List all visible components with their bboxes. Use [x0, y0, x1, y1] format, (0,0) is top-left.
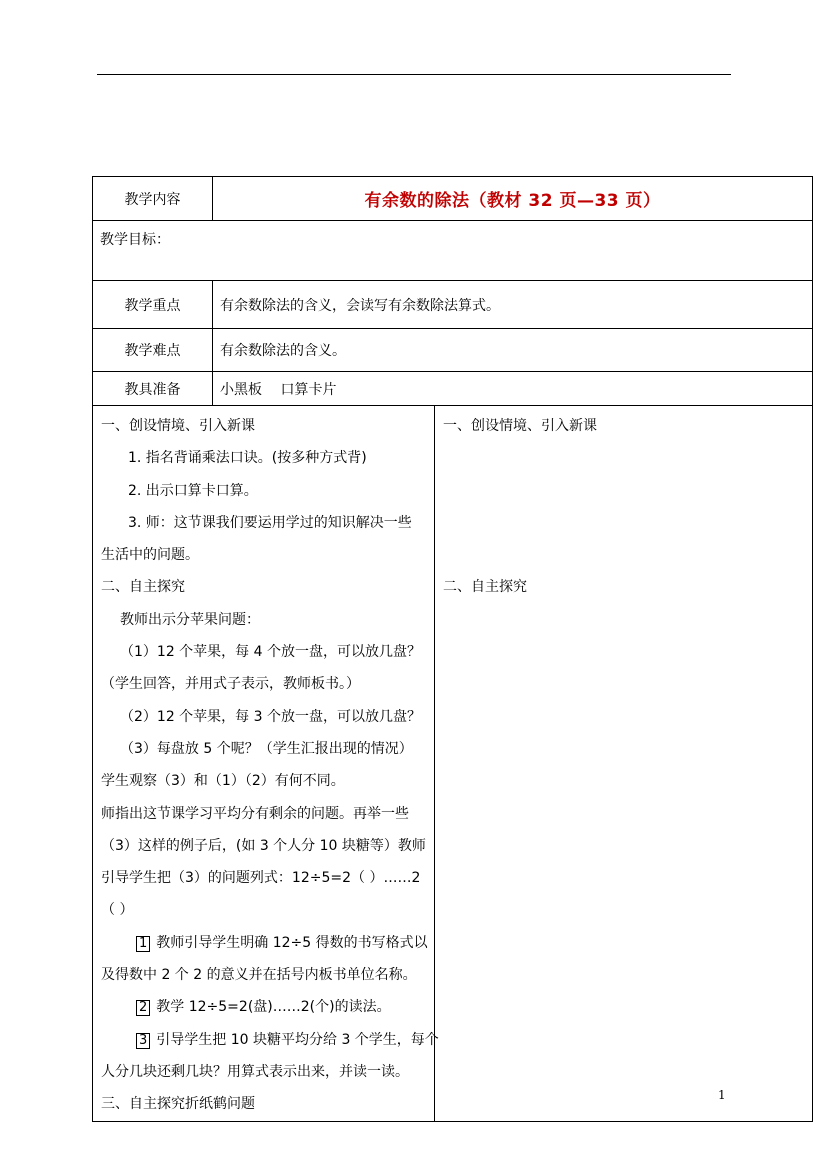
step-line: 2. 出示口算卡口算。	[128, 482, 258, 499]
paragraph-line: 师指出这节课学习平均分有剩余的问题。再举一些	[101, 805, 409, 822]
step-line: 生活中的问题。	[101, 547, 199, 564]
page-number: 1	[718, 1088, 726, 1102]
lesson-plan-table	[92, 176, 813, 1122]
spacer-line	[443, 442, 808, 474]
step-marker: 3	[136, 1033, 150, 1049]
title-row	[93, 177, 813, 221]
section-heading: 一、创设情境、引入新课	[443, 418, 597, 434]
paragraph-line: （1）12 个苹果，每 4 个放一盘，可以放几盘？	[120, 644, 421, 661]
step-marker: 1	[136, 936, 150, 952]
paragraph-line: （ ）	[101, 902, 134, 919]
content-label: 教学内容	[93, 177, 213, 221]
numbered-step	[101, 927, 430, 959]
spacer-line	[443, 507, 808, 539]
section-heading: 三、自主探究折纸鹤问题	[101, 1096, 255, 1113]
difficulties-row	[93, 329, 813, 372]
goals-row	[93, 221, 813, 281]
spacer-line	[443, 475, 808, 507]
step-text: 教学 12÷5=2(盘)……2(个)的读法。	[156, 999, 391, 1016]
key-points-label: 教学重点	[93, 281, 213, 329]
paragraph-line: （3）这样的例子后，(如 3 个人分 10 块糖等）教师	[101, 837, 426, 854]
paragraph-line: （学生回答，并用式子表示，教师板书。）	[101, 676, 360, 693]
step-marker: 2	[136, 1000, 150, 1016]
difficulties-label: 教学难点	[93, 329, 213, 372]
paragraph-line: （3）每盘放 5 个呢？（学生汇报出现的情况）	[120, 740, 413, 757]
header-rule	[97, 74, 731, 75]
section-heading: 二、自主探究	[443, 579, 527, 596]
paragraph-line: （2）12 个苹果，每 3 个放一盘，可以放几盘？	[120, 708, 421, 725]
section-heading: 二、自主探究	[101, 579, 185, 596]
numbered-step	[101, 991, 430, 1023]
paragraph-line: 教师出示分苹果问题：	[120, 611, 260, 628]
key-points-row	[93, 281, 813, 329]
process-row	[93, 406, 813, 1122]
teaching-process-left	[93, 406, 439, 1122]
step-text: 教师引导学生明确 12÷5 得数的书写格式以	[156, 934, 428, 951]
section-heading: 一、创设情境、引入新课	[101, 418, 255, 434]
paragraph-line: 人分几块还剩几块？用算式表示出来，并读一读。	[101, 1063, 409, 1080]
tools-row	[93, 372, 813, 406]
teaching-process-right	[435, 406, 813, 1122]
paragraph-line: 及得数中 2 个 2 的意义并在括号内板书单位名称。	[101, 967, 417, 984]
step-text: 引导学生把 10 块糖平均分给 3 个学生，每个	[156, 1031, 439, 1048]
difficulties-text: 有余数除法的含义。	[213, 329, 813, 372]
lesson-title: 有余数的除法（教材 32 页—33 页）	[213, 177, 813, 221]
goals-label: 教学目标：	[93, 221, 813, 281]
numbered-step	[101, 1024, 439, 1056]
key-points-text: 有余数除法的含义，会读写有余数除法算式。	[213, 281, 813, 329]
step-line: 3. 师：这节课我们要运用学过的知识解决一些	[128, 514, 412, 531]
paragraph-line: 学生观察（3）和（1）（2）有何不同。	[101, 773, 345, 790]
step-line: 1. 指名背诵乘法口诀。(按多种方式背)	[128, 450, 367, 467]
tools-text: 小黑板 口算卡片	[213, 372, 813, 406]
tools-label: 教具准备	[93, 372, 213, 406]
paragraph-line: 引导学生把（3）的问题列式：12÷5=2（ ）……2	[101, 870, 421, 887]
spacer-line	[443, 539, 808, 571]
